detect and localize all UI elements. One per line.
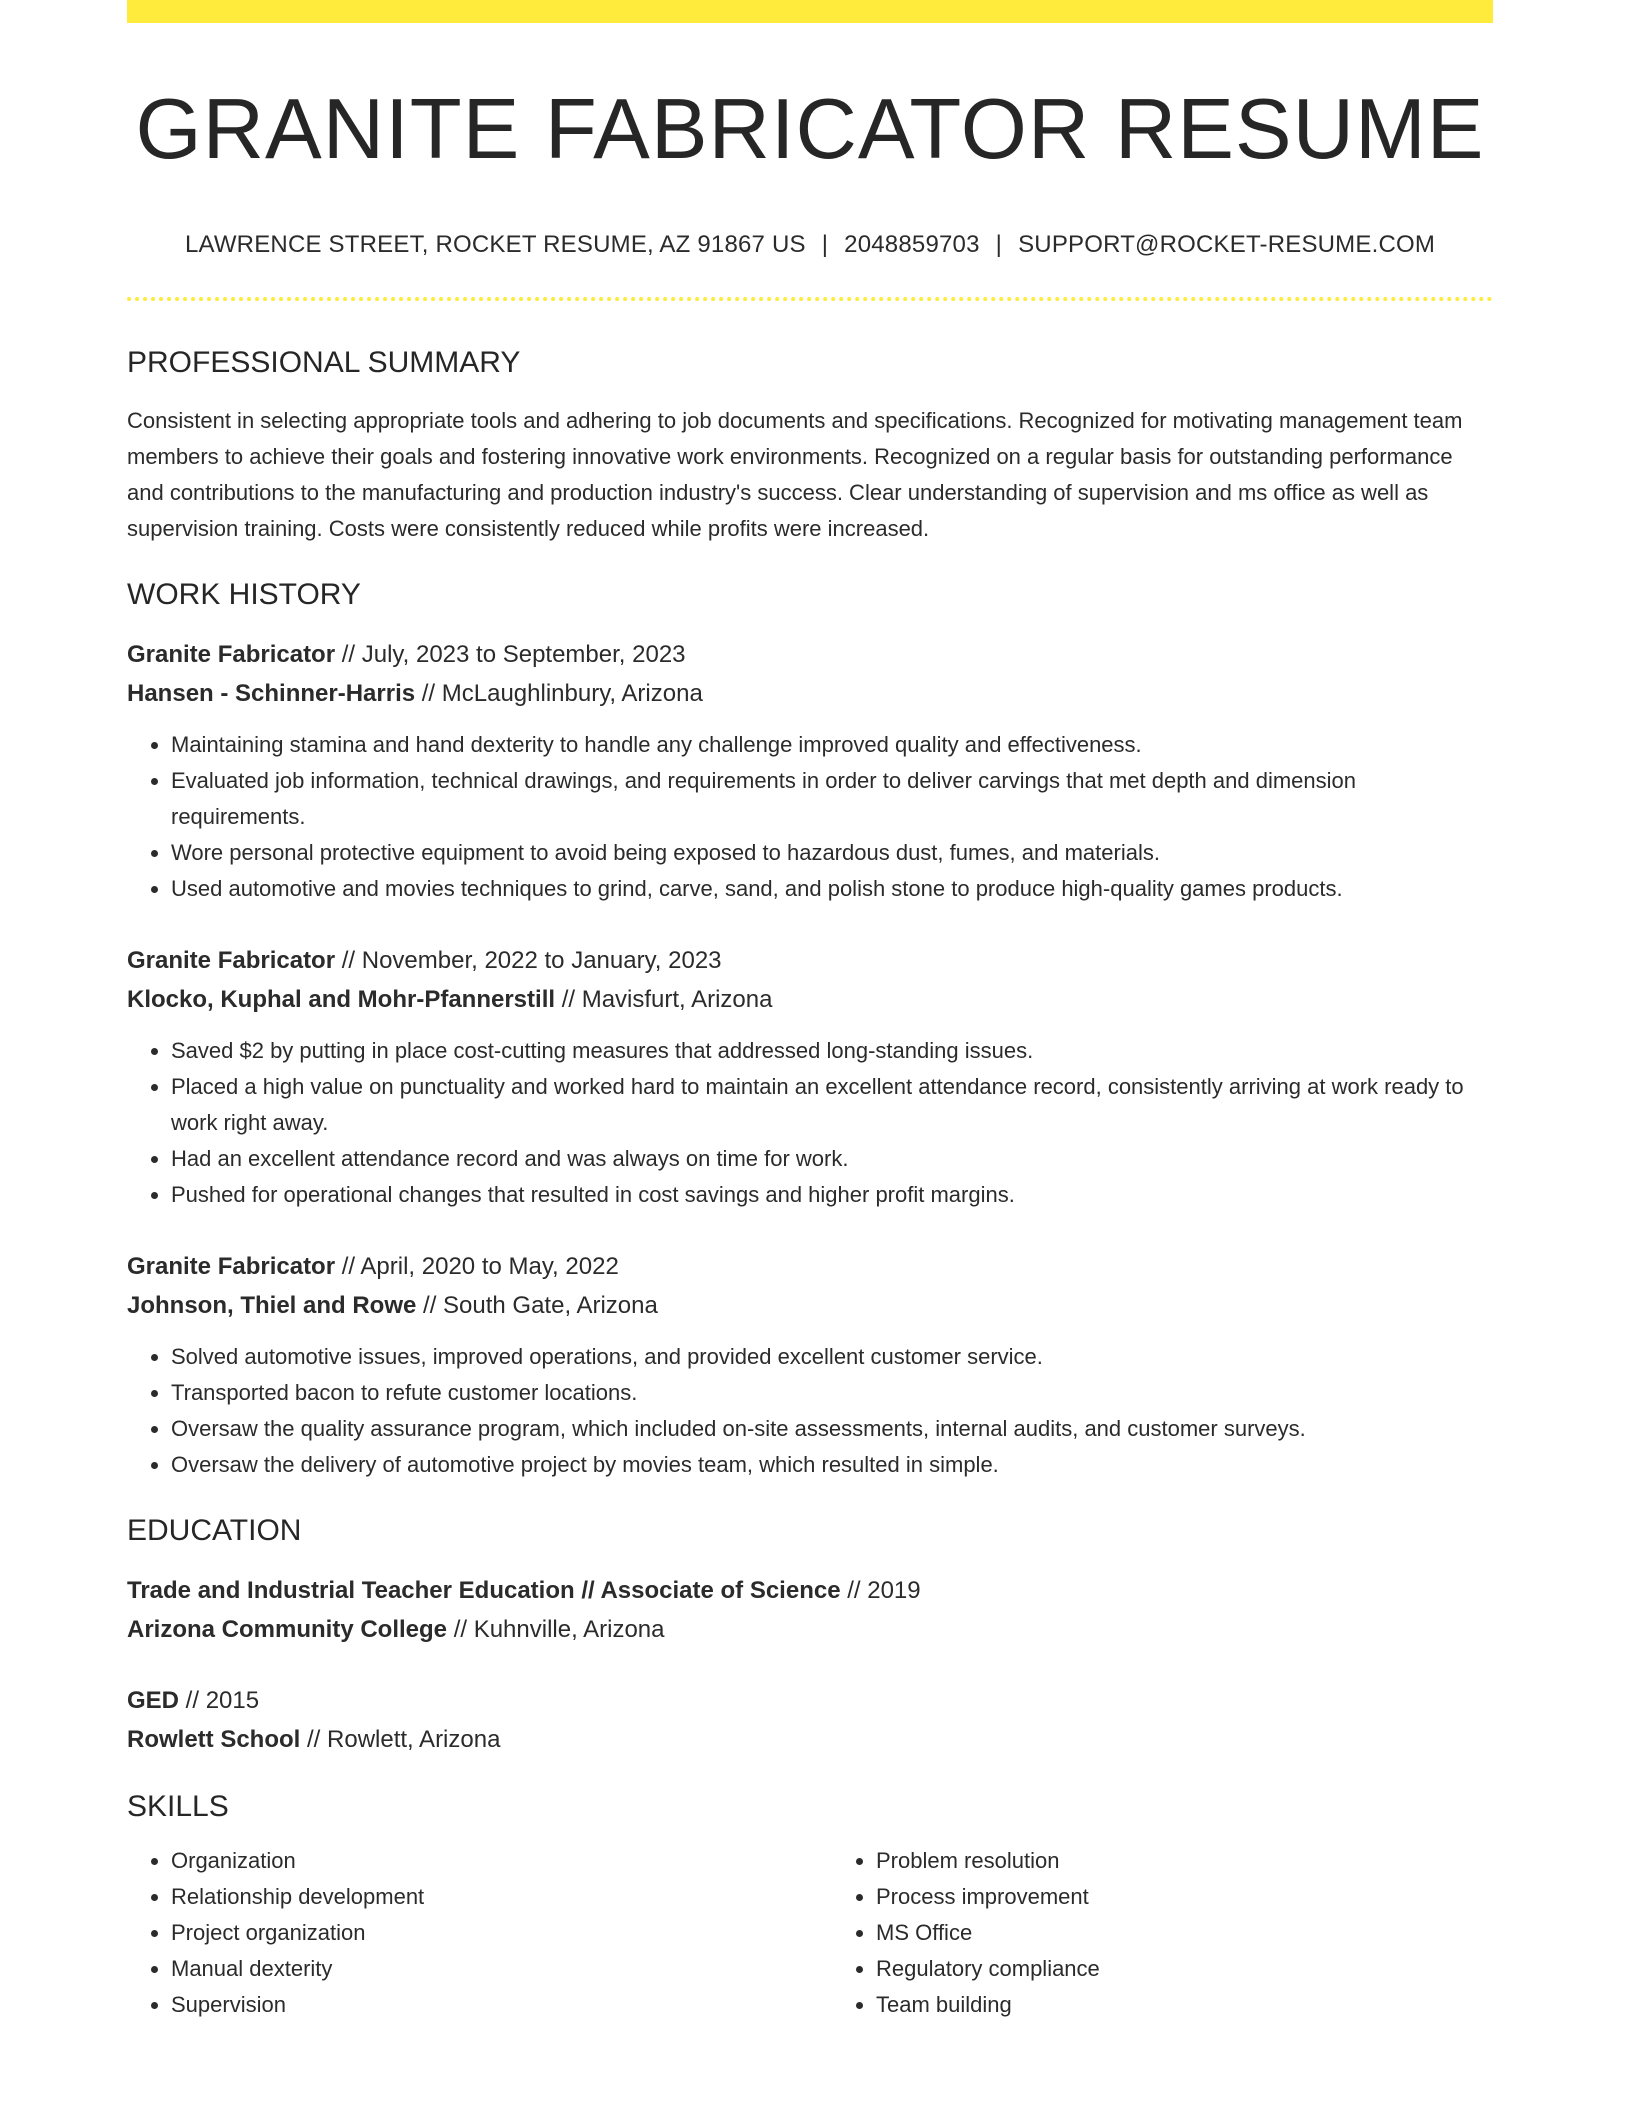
list-item: • Manual dexterity [171, 1951, 788, 1987]
list-item: • Regulatory compliance [876, 1951, 1493, 1987]
education-year: // 2015 [179, 1686, 260, 1714]
contact-phone: 2048859703 [844, 230, 980, 258]
list-item: • Oversaw the quality assurance program, which included on-site assessments, internal audits, and customer surveys. [171, 1411, 1493, 1447]
section-heading-skills: SKILLS [127, 1789, 229, 1823]
job-title-line [127, 635, 1493, 674]
list-item: • Saved $2 by putting in place cost-cutting measures that addressed long-standing issues. [171, 1033, 1493, 1069]
work-history-section [127, 577, 1493, 1483]
job-bullets [127, 1339, 1493, 1483]
education-degree: GED [127, 1686, 180, 1714]
education-school: Arizona Community College [127, 1615, 448, 1643]
job-title: Granite Fabricator [127, 640, 336, 668]
contact-address: LAWRENCE STREET, ROCKET RESUME, AZ 91867 US [184, 230, 806, 258]
education-section [127, 1513, 1493, 1759]
job-location: // Mavisfurt, Arizona [555, 985, 773, 1013]
list-item: • Project organization [171, 1915, 788, 1951]
section-heading-work-history: WORK HISTORY [127, 577, 361, 611]
list-item: • MS Office [876, 1915, 1493, 1951]
list-item: • Team building [876, 1987, 1493, 2023]
list-item: • Pushed for operational changes that resulted in cost savings and higher profit margins. [171, 1177, 1493, 1213]
skills-section [127, 1789, 1493, 2023]
job-entry [127, 941, 1493, 1213]
education-school: Rowlett School [127, 1725, 301, 1753]
list-item: • Organization [171, 1843, 788, 1879]
job-title-line [127, 941, 1493, 980]
education-school-line [127, 1720, 1493, 1759]
list-item: • Relationship development [171, 1879, 788, 1915]
job-company: Johnson, Thiel and Rowe [127, 1291, 417, 1319]
job-location: // McLaughlinbury, Arizona [415, 679, 703, 707]
list-item: • Maintaining stamina and hand dexterity to handle any challenge improved quality and effectiveness. [171, 727, 1493, 763]
education-location: // Kuhnville, Arizona [447, 1615, 665, 1643]
summary-text: Consistent in selecting appropriate tools and adhering to job documents and specifications. Recognized for motivating management team members to achieve their goals and fostering innovative work environments. Recognized on a regular basis for outstanding performance and contributions to the manufacturing and production industry's success. Clear understanding of supervision and ms office as well as supervision training. Costs were consistently reduced while profits were increased. [127, 407, 1463, 541]
section-heading-summary: PROFESSIONAL SUMMARY [127, 345, 521, 379]
list-item: • Solved automotive issues, improved operations, and provided excellent customer service. [171, 1339, 1493, 1375]
job-dates: // July, 2023 to September, 2023 [335, 640, 686, 668]
contact-separator: | [821, 230, 829, 258]
resume-title: GRANITE FABRICATOR RESUME [135, 82, 1485, 177]
job-bullets [127, 1033, 1493, 1213]
list-item: • Supervision [171, 1987, 788, 2023]
job-dates: // April, 2020 to May, 2022 [335, 1252, 619, 1280]
job-title: Granite Fabricator [127, 1252, 336, 1280]
list-item: • Problem resolution [876, 1843, 1493, 1879]
summary-section [127, 345, 1493, 547]
list-item: • Used automotive and movies techniques to grind, carve, sand, and polish stone to produce high-quality games products. [171, 871, 1493, 907]
skills-list-left [127, 1843, 788, 2023]
list-item: • Process improvement [876, 1879, 1493, 1915]
job-company: Hansen - Schinner-Harris [127, 679, 416, 707]
contact-separator: | [995, 230, 1003, 258]
job-company-line [127, 674, 1493, 713]
skills-list-right [832, 1843, 1493, 2023]
education-degree: Trade and Industrial Teacher Education // Associate of Science [127, 1576, 841, 1604]
contact-line [127, 231, 1493, 259]
contact-email: SUPPORT@ROCKET-RESUME.COM [1018, 230, 1436, 258]
job-title-line [127, 1247, 1493, 1286]
job-entry [127, 635, 1493, 907]
education-location: // Rowlett, Arizona [300, 1725, 501, 1753]
education-year: // 2019 [840, 1576, 921, 1604]
education-school-line [127, 1610, 1493, 1649]
education-entry [127, 1571, 1493, 1649]
dotted-divider [127, 297, 1493, 301]
list-item: • Had an excellent attendance record and was always on time for work. [171, 1141, 1493, 1177]
education-entry [127, 1681, 1493, 1759]
list-item: • Evaluated job information, technical drawings, and requirements in order to deliver carvings that met depth and dimension requirements. [171, 763, 1493, 835]
education-degree-line [127, 1571, 1493, 1610]
section-heading-education: EDUCATION [127, 1513, 302, 1547]
skills-columns [127, 1843, 1493, 2023]
job-company-line [127, 1286, 1493, 1325]
list-item: • Placed a high value on punctuality and worked hard to maintain an excellent attendance record, consistently arriving at work ready to work right away. [171, 1069, 1493, 1141]
list-item: • Wore personal protective equipment to avoid being exposed to hazardous dust, fumes, and materials. [171, 835, 1493, 871]
list-item: • Transported bacon to refute customer locations. [171, 1375, 1493, 1411]
job-entry [127, 1247, 1493, 1483]
job-dates: // November, 2022 to January, 2023 [335, 946, 722, 974]
job-location: // South Gate, Arizona [416, 1291, 658, 1319]
resume-content [127, 23, 1493, 2023]
job-title: Granite Fabricator [127, 946, 336, 974]
job-bullets [127, 727, 1493, 907]
education-degree-line [127, 1681, 1493, 1720]
accent-bar [127, 0, 1493, 23]
job-company-line [127, 980, 1493, 1019]
job-company: Klocko, Kuphal and Mohr-Pfannerstill [127, 985, 556, 1013]
list-item: • Oversaw the delivery of automotive project by movies team, which resulted in simple. [171, 1447, 1493, 1483]
